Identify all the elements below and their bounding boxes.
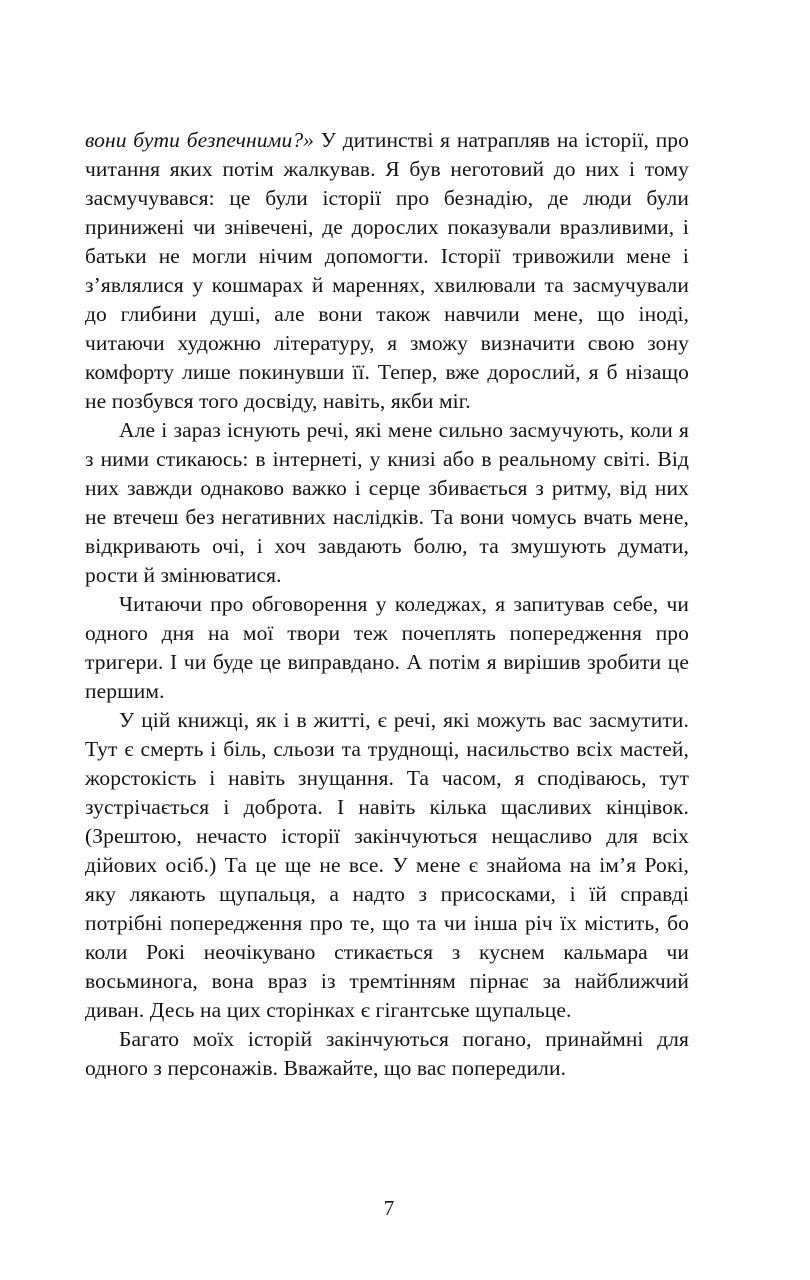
- paragraph: [85, 1025, 689, 1083]
- paragraph-segment: У цій книжці, як і в житті, є речі, які можуть вас засмутити. Тут є смерть і біль, сльози та труднощі, насильство всіх мастей, жорстокість і навіть знущання. Та часом, я сподіваюсь, тут зустрічається і доброта. І навіть кілька щасливих кінцівок. (Зрештою, нечасто історії закінчуються нещасливо для всіх дійових осіб.) Та це ще не все. У мене є знайома на ім’я Рокі, яку лякають щупальця, а надто з присосками, і їй справді потрібні попередження про те, що та чи інша річ їх містить, бо коли Рокі неочікувано стикається з куснем кальмара чи восьминога, вона враз із тремтінням пірнає за найближчий диван. Десь на цих сторінках є гігантське щупальце.: [85, 708, 689, 1022]
- paragraph-segment-italic: вони бути безпечними?»: [85, 128, 315, 152]
- paragraph-segment: Але і зараз існують речі, які мене сильно засмучують, коли я з ними стикаюсь: в інтернеті, у книзі або в реальному світі. Від них завжди однаково важко і серце збивається з ритму, від них не втечеш без негативних наслідків. Та вони чомусь вчать мене, відкривають очі, і хоч завдають болю, та змушують думати, рости й змінюватися.: [85, 418, 689, 587]
- paragraph: [85, 126, 689, 416]
- paragraph: [85, 416, 689, 590]
- paragraph-segment: Багато моїх історій закінчуються погано, принаймні для одного з персонажів. Вважайте, що вас попередили.: [85, 1027, 689, 1080]
- paragraph-segment: У дитинстві я натрапляв на історії, про читання яких потім жалкував. Я був неготовий до них і тому засмучувався: це були історії про безнадію, де люди були принижені чи знівечені, де дорослих показували вразливими, і батьки не могли нічим допомогти. Історії тривожили мене і з’являлися у кошмарах й мареннях, хвилювали та засмучували до глибини душі, але вони також навчили мене, що іноді, читаючи художню літературу, я зможу визначити свою зону комфорту лише покинувши її. Тепер, вже дорослий, я б нізащо не позбувся того досвіду, навіть, якби міг.: [85, 128, 689, 413]
- paragraph: [85, 706, 689, 1025]
- paragraph: [85, 590, 689, 706]
- page-number: 7: [383, 1196, 395, 1220]
- paragraphs: [85, 126, 689, 1083]
- paragraph-segment: Читаючи про обговорення у коледжах, я запитував себе, чи одного дня на мої твори теж почеплять попередження про тригери. І чи буде це виправдано. А потім я вирішив зробити це першим.: [85, 592, 689, 703]
